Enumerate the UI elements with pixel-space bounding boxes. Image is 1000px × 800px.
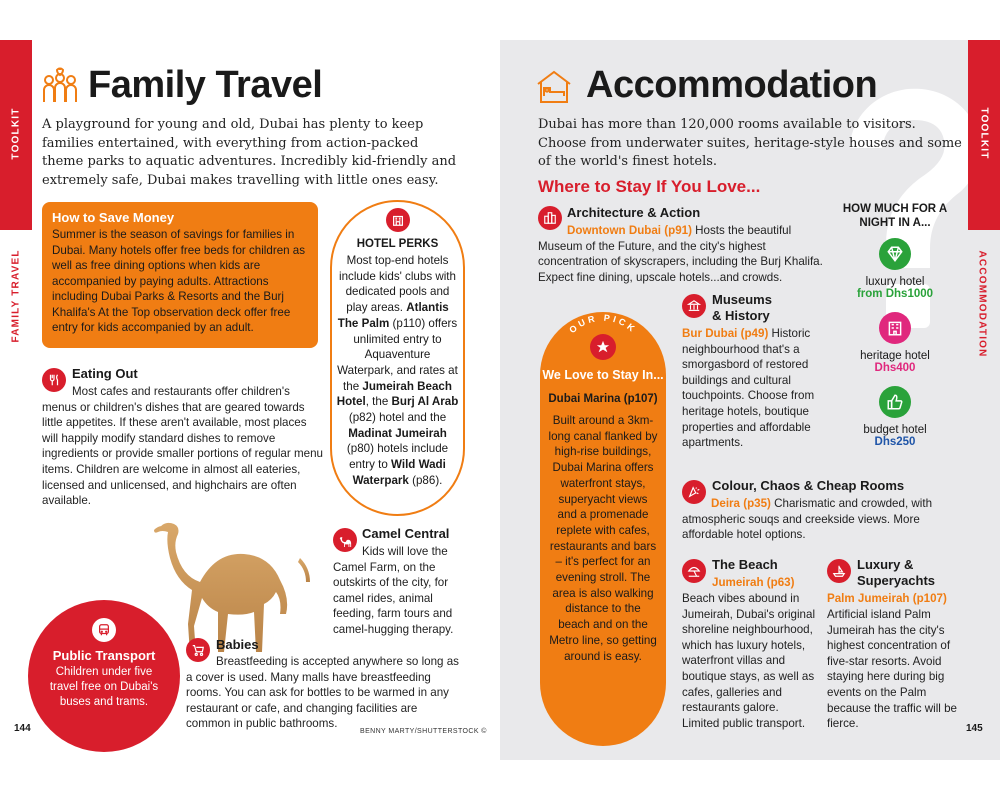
family-intro: A playground for young and old, Dubai has plenty to keep families entertained, with everything from action-packed theme parks to aquatic adventures. Incredibly kid-friendly and extremely safe, Dubai makes travelling with little ones easy. — [42, 117, 457, 188]
toolkit-tab-label-right: TOOLKIT — [978, 107, 990, 160]
camel-central-heading: Camel Central — [362, 526, 450, 541]
save-money-heading: How to Save Money — [52, 210, 175, 225]
architecture-heading: Architecture & Action — [567, 205, 701, 220]
our-pick-pill — [540, 312, 666, 746]
photo-credit: BENNY MARTY/SHUTTERSTOCK © — [360, 728, 487, 735]
price-item-luxury: luxury hotel from Dhs1000 — [840, 238, 950, 300]
where-to-stay-heading: Where to Stay If You Love... — [538, 177, 761, 196]
thumbs-up-icon — [879, 386, 911, 418]
bus-icon — [92, 618, 116, 642]
architecture-text: Downtown Dubai (p91) Hosts the beautiful Museum of the Future, and the city's highest concentration of skyscrapers, including the Burj Khalifa. Expect fine dining, upscale hotels...and crowds. — [538, 224, 823, 284]
eating-out-text: Most cafes and restaurants offer children's menus or children's dishes that are geared towards little appetites. If these aren't available, most places will happily modify standard dishes to remove ingredients or provide smaller portions of regular menu items. Children are welcome in almost all eateries, licensed and unlicensed, and highchairs are often available. — [42, 385, 323, 508]
camel-central-text: Kids will love the Camel Farm, on the outskirts of the city, for camel rides, animal feeding, farm tours and camel-hugging therapy. — [333, 545, 454, 636]
beach-text: Beach vibes abound in Jumeirah, Dubai's original shoreline neighbourhood, which has luxury hotels, waterfront villas and boutique stays, as well as cafes, galleries and restaurants galore. Limited public transport. — [682, 592, 816, 730]
price-guide — [840, 202, 950, 448]
diamond-icon — [879, 238, 911, 270]
section-tab-family-travel[interactable]: FAMILY TRAVEL — [10, 249, 22, 343]
babies-text: Breastfeeding is accepted anywhere so long as a cover is used. Many malls have breastfeeding rooms. You can ask for bottles to be warmed in any restaurant or cafe, and changing facilities are common in public bathrooms. — [186, 655, 459, 731]
public-transport-heading: Public Transport — [52, 648, 156, 663]
yacht-icon — [827, 559, 851, 583]
public-transport-text: Children under five travel free on Dubai's buses and trams. — [49, 666, 159, 708]
public-transport-circle — [28, 600, 180, 752]
price-guide-heading: HOW MUCH FOR A NIGHT IN A... — [842, 203, 948, 229]
hotel-perks-text: Most top-end hotels include kids' clubs with dedicated pools and play areas. Atlantis The Palm (p110) offers unlimited entry to Aquaventure Waterpark, and rates at the Jumeirah Beach Hotel, the Burj Al Arab (p82) hotel and the Madinat Jumeirah (p80) hotels include entry to Wild Wadi Waterpark (p86). — [336, 254, 459, 487]
price-item-heritage: heritage hotel Dhs400 — [840, 312, 950, 374]
hotel-icon — [386, 208, 410, 232]
eating-out-heading: Eating Out — [72, 366, 138, 381]
colour-chaos-text: Deira (p35) Charismatic and crowded, with atmospheric souqs and creekside views. More affordable hotel options. — [682, 497, 933, 542]
our-pick-heading: We Love to Stay In... — [542, 368, 664, 382]
museums-text: Bur Dubai (p49) Historic neighbourhood that's a smorgasbord of restored buildings and cultural touchpoints. Choose from heritage hotels, boutique properties and affordable apartments. — [682, 327, 815, 450]
our-pick-text: Built around a 3km-long canal flanked by high-rise buildings, Dubai Marina offers waterfront stays, superyacht views and a promenade replete with cafes, restaurants and bars – it's perfect for an evening stroll. The area is also walking distance to the beach and on the Metro line, so getting around is easy. — [548, 414, 658, 663]
beach-heading: The Beach — [712, 557, 778, 572]
toolkit-tab-label: TOOLKIT — [10, 107, 22, 160]
luxury-heading: Luxury & Superyachts — [857, 557, 936, 588]
left-page — [0, 40, 500, 760]
page-title-accommodation: Accommodation — [586, 64, 878, 106]
toolkit-tab-right[interactable] — [968, 40, 1000, 230]
hotel-perks-box — [330, 200, 465, 516]
save-money-text: Summer is the season of savings for families in Dubai. Many hotels offer free beds for children as well as free dining options when kids are accompanied by paying adults. Attractions including Dubai Parks & Resorts and the Burj Khalifa's At the Top observation deck offer free entry for kids accompanied by an adult. — [52, 228, 306, 334]
star-icon — [590, 334, 616, 360]
museums-heading: Museums & History — [712, 292, 772, 323]
price-item-budget: budget hotel Dhs250 — [840, 386, 950, 448]
toolkit-tab-left[interactable] — [0, 40, 32, 230]
hotel-perks-heading: HOTEL PERKS — [356, 238, 439, 250]
right-page — [500, 40, 1000, 760]
babies-heading: Babies — [216, 637, 259, 652]
section-tab-accommodation[interactable]: ACCOMMODATION — [976, 250, 988, 358]
museum-icon — [682, 294, 706, 318]
family-icon — [40, 66, 80, 106]
page-number-right: 145 — [966, 723, 983, 734]
page-title-family-travel: Family Travel — [88, 64, 323, 106]
luxury-text: Artificial island Palm Jumeirah has the city's highest concentration of five-star resorts. Avoid staying here during big events on the Palm because the traffic will be fierce. — [827, 608, 957, 731]
accommodation-intro: Dubai has more than 120,000 rooms available to visitors. Choose from underwater suites, heritage-style houses and some of the world's finest hotels. — [538, 117, 962, 169]
beach-place: Jumeirah (p63) — [712, 576, 795, 589]
colour-chaos-heading: Colour, Chaos & Cheap Rooms — [712, 478, 905, 493]
our-pick-place: Dubai Marina (p107) — [548, 393, 658, 405]
beach-umbrella-icon — [682, 559, 706, 583]
page-number-left: 144 — [14, 723, 31, 734]
luxury-place: Palm Jumeirah (p107) — [827, 592, 947, 605]
svg-text:OUR PICK: OUR PICK — [567, 314, 639, 336]
bed-icon — [534, 66, 574, 106]
heritage-house-icon — [879, 312, 911, 344]
how-to-save-money-box — [42, 202, 318, 348]
